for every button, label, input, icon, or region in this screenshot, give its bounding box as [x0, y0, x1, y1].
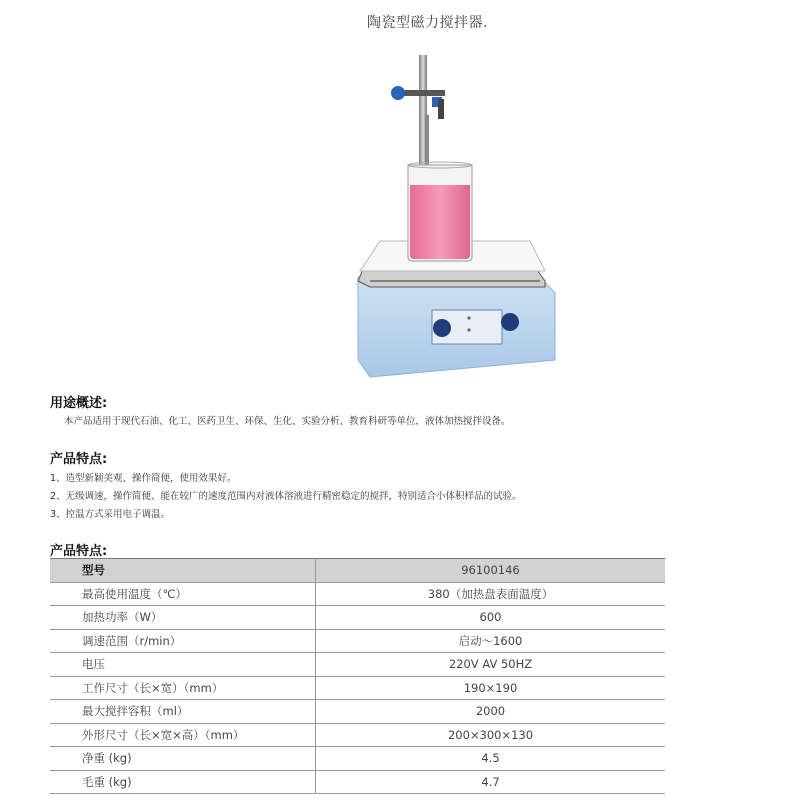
page-title: 陶瓷型磁力搅拌器.	[367, 15, 488, 31]
spec-value: 4.7	[316, 770, 666, 794]
table-row	[50, 747, 665, 771]
beaker-liquid	[410, 185, 470, 259]
clamp-bar	[400, 90, 445, 96]
spec-key: 工作尺寸（长×宽）（mm）	[50, 676, 316, 700]
speed-knob	[433, 319, 451, 337]
spec-value: 96100146	[316, 559, 666, 583]
spec-value: 200×300×130	[316, 723, 666, 747]
table-row	[50, 676, 665, 700]
feature-item-2: 2、无级调速，操作简便、能在较广的速度范围内对液体溶液进行精密稳定的搅拌，特别适合小体积样品的试验。	[50, 491, 522, 502]
spec-key: 净重 (kg)	[50, 747, 316, 771]
table-row	[50, 582, 665, 606]
spec-key: 最高使用温度（℃）	[50, 582, 316, 606]
indicator-light	[467, 316, 470, 319]
usage-text: 本产品适用于现代石油、化工、医药卫生、环保、生化、实验分析、教育科研等单位，液体加热搅拌设备。	[64, 416, 511, 427]
features-heading: 产品特点:	[50, 452, 108, 467]
table-row	[50, 606, 665, 630]
table-row	[50, 770, 665, 794]
spec-value: 2000	[316, 700, 666, 724]
spec-value: 190×190	[316, 676, 666, 700]
spec-table	[50, 558, 665, 794]
table-row	[50, 653, 665, 677]
table-row	[50, 559, 665, 583]
table-row	[50, 629, 665, 653]
table-row	[50, 700, 665, 724]
spec-key: 加热功率（W）	[50, 606, 316, 630]
spec-key: 最大搅拌容积（ml）	[50, 700, 316, 724]
feature-item-3: 3、控温方式采用电子调温。	[50, 509, 171, 520]
spec-value: 启动～1600	[316, 629, 666, 653]
indicator-light-2	[467, 328, 470, 331]
temperature-knob	[501, 313, 519, 331]
usage-heading: 用途概述:	[50, 396, 108, 411]
spec-value: 4.5	[316, 747, 666, 771]
product-image	[350, 55, 560, 380]
spec-key: 外形尺寸（长×宽×高）（mm）	[50, 723, 316, 747]
feature-item-1: 1、造型新颖美观、操作简便，使用效果好。	[50, 473, 237, 484]
spec-value: 220V AV 50HZ	[316, 653, 666, 677]
specs-heading: 产品特点:	[50, 544, 108, 559]
clamp-holder	[438, 99, 444, 119]
spec-value: 600	[316, 606, 666, 630]
spec-key: 毛重 (kg)	[50, 770, 316, 794]
spec-key: 型号	[50, 559, 316, 583]
spec-key: 电压	[50, 653, 316, 677]
table-row	[50, 723, 665, 747]
spec-value: 380（加热盘表面温度）	[316, 582, 666, 606]
clamp-knob-left	[391, 86, 405, 100]
spec-key: 调速范围（r/min）	[50, 629, 316, 653]
